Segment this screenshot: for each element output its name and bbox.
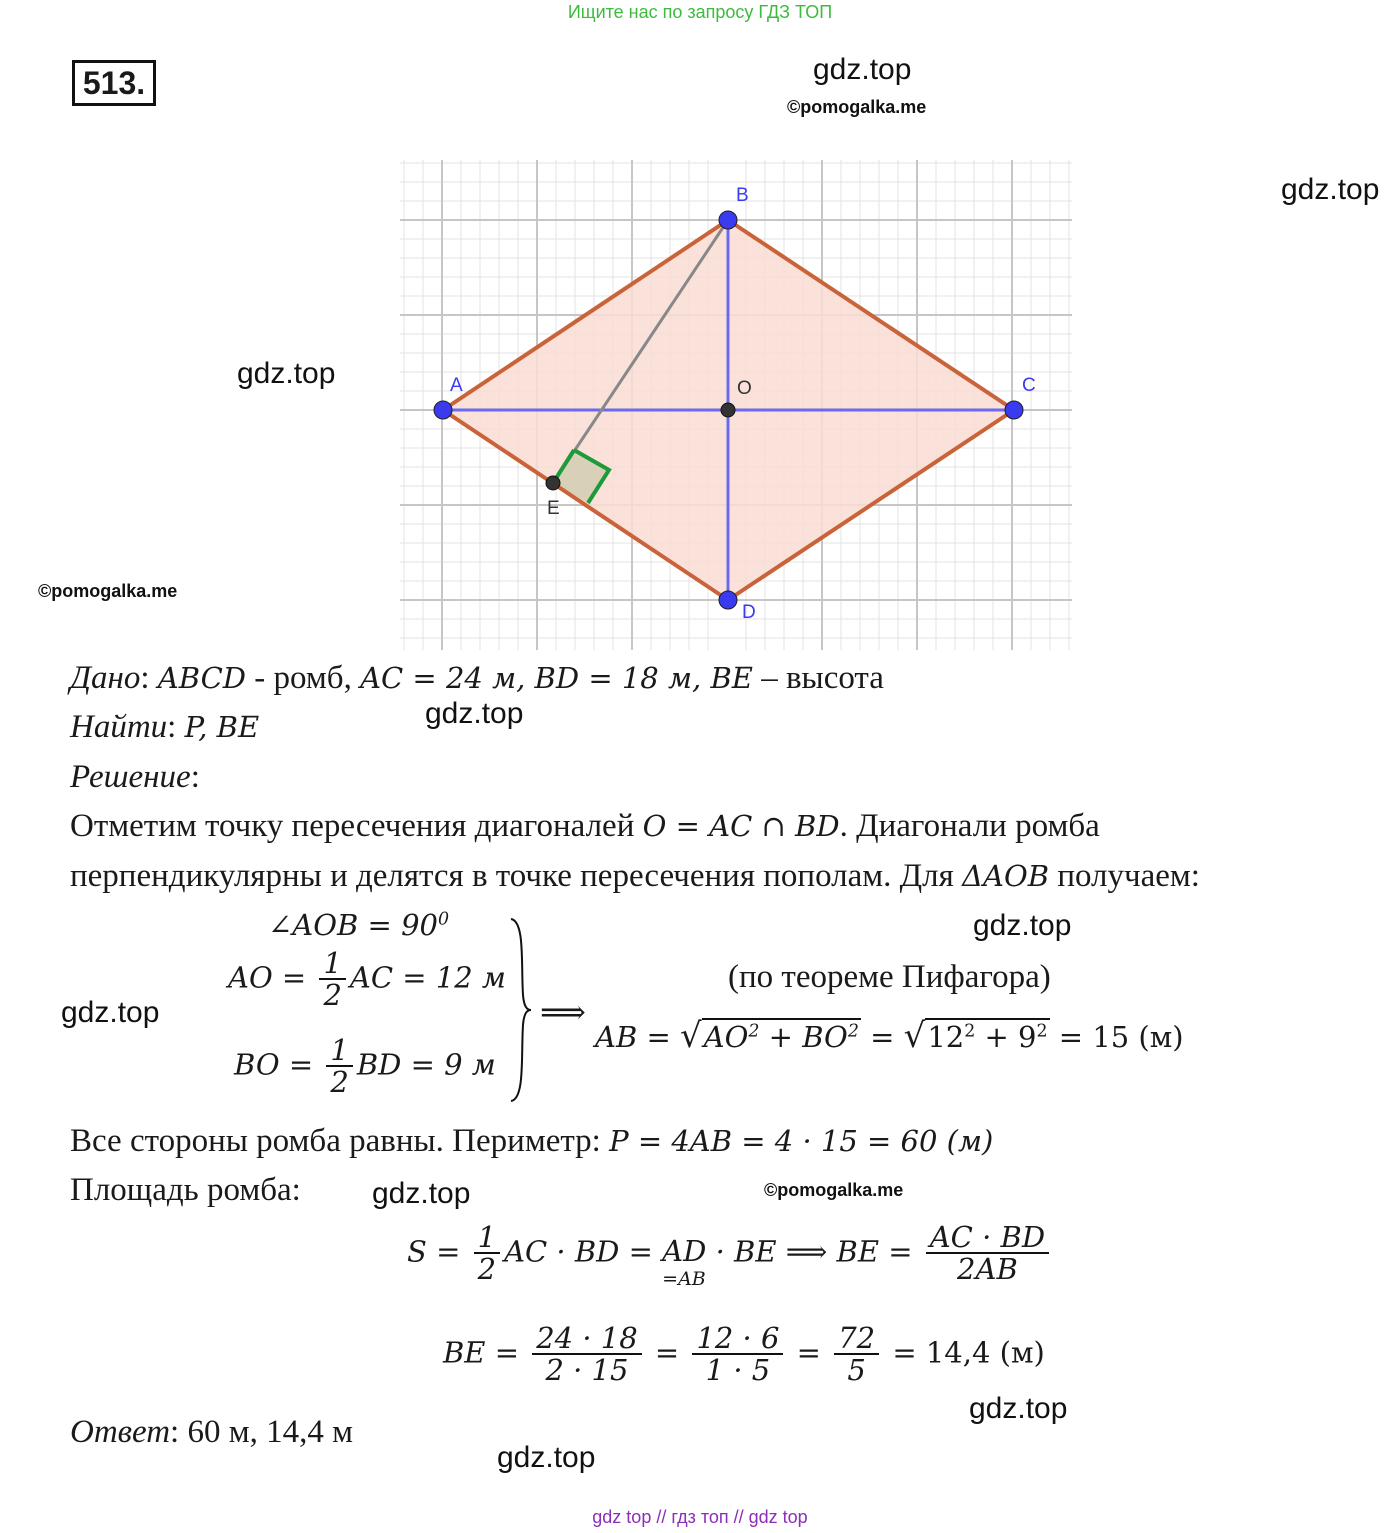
answer-label: Ответ (70, 1414, 171, 1450)
watermark: gdz.top (497, 1441, 596, 1474)
point-b (719, 211, 737, 229)
given-line: Дано: ABCD - ромб, AC = 24 м, BD = 18 м, BE – высота (70, 660, 884, 696)
point-o (721, 403, 735, 417)
given-height: – высота (752, 660, 884, 696)
label-a: A (450, 375, 463, 396)
system-ao: AO = $\frac{1}{2}$ AC = 12 м (228, 946, 506, 1013)
be-calculation: BE = $\frac{24 \cdot 18}{2 \cdot 15}$ = $\frac{12 \cdot 6}{1 \cdot 5}$ = $\frac{72}{5}$ = 14,4 (м) (443, 1321, 1045, 1388)
watermark: gdz.top (237, 357, 336, 390)
pythagoras-formula: AB = $√AO^2 + BO^2 = √12^2 + 9^2 = 15$ (м) (595, 1016, 1184, 1056)
watermark: gdz.top (1281, 173, 1380, 206)
point-d (719, 591, 737, 609)
point-c (1005, 401, 1023, 419)
given-text: - ромб, (246, 660, 361, 696)
label-o: O (737, 378, 752, 399)
pythagoras-note: (по теореме Пифагора) (728, 959, 1051, 995)
answer-text: : 60 м, 14,4 м (170, 1414, 353, 1450)
copyright: ©pomogalka.me (764, 1180, 904, 1200)
watermark: gdz.top (969, 1392, 1068, 1425)
find-line: Найти: P, BE (70, 709, 260, 745)
label-d: D (742, 602, 756, 623)
label-e: E (547, 498, 560, 519)
given-label: Дано (70, 660, 141, 696)
copyright: ©pomogalka.me (787, 97, 927, 117)
watermark: gdz.top (973, 909, 1072, 942)
given-values: AC = 24 м, BD = 18 м, BE (360, 661, 753, 695)
implies-arrow: ⟹ (540, 993, 586, 1031)
bottom-banner[interactable]: gdz top // гдз топ // gdz top (592, 1507, 808, 1527)
rhombus-figure (400, 160, 1072, 650)
solution-label: Решение (70, 759, 191, 795)
watermark: gdz.top (372, 1177, 471, 1210)
problem-number: 513. (72, 60, 156, 106)
watermark: gdz.top (61, 996, 160, 1029)
system-angle: ∠AOB = $90^0$ (268, 908, 450, 942)
label-b: B (736, 185, 749, 206)
watermark: gdz.top (425, 697, 524, 730)
find-values: P, BE (184, 710, 260, 744)
brace (505, 915, 535, 1105)
perimeter-line: Все стороны ромба равны. Периметр: P = 4AB = 4 · 15 = 60 (м) (70, 1123, 994, 1159)
system-bo: BO = $\frac{1}{2}$ BD = 9 м (234, 1033, 496, 1100)
top-banner[interactable]: Ищите нас по запросу ГДЗ ТОП (567, 2, 833, 22)
solution-heading: Решение: (70, 759, 200, 795)
label-c: C (1022, 375, 1036, 396)
point-a (434, 401, 452, 419)
area-formula: S = $\frac{1}{2}$ AC · BD = AD =AB · BE ⟹ BE = $\frac{AC \cdot BD}{2AB}$ (407, 1222, 1053, 1285)
copyright: ©pomogalka.me (38, 581, 178, 601)
point-e (546, 476, 560, 490)
given-figure: ABCD (157, 661, 247, 695)
find-label: Найти (70, 709, 168, 745)
answer-line (70, 1414, 353, 1451)
solution-line-2: перпендикулярны и делятся в точке пересечения пополам. Для ΔAOB получаем: (70, 858, 1200, 894)
watermark: gdz.top (813, 53, 912, 86)
area-label: Площадь ромба: (70, 1172, 301, 1208)
solution-line-1: Отметим точку пересечения диагоналей O = AC ∩ BD. Диагонали ромба (70, 808, 1100, 844)
